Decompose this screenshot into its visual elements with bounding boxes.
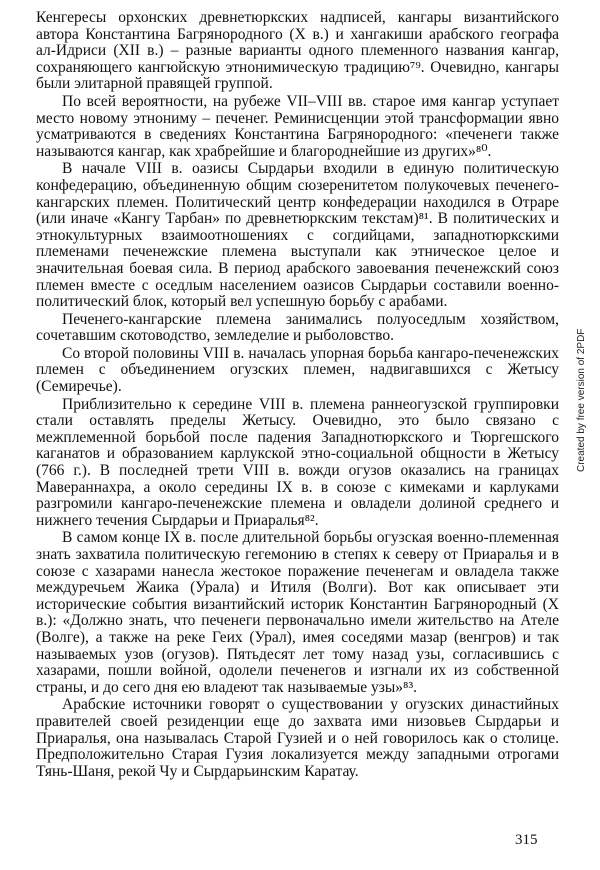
paragraph-2: По всей вероятности, на рубеже VII–VIII вв. старое имя кангар уступает место новому этнониму – печенег. Реминисценции этой трансформации явно усматриваются в сведениях Константина Багрянородного: «печенеги также называются кангар, как храбрейшие и благороднейшие из других»⁸⁰.: [36, 92, 559, 160]
paragraph-6: Приблизительно к середине VIII в. племена раннеогузской группировки стали оставлять пределы Жетысу. Очевидно, это было связано с межплеменной борьбой после падения Западнотюркского и Тюргешского каганатов и образованием карлукской этно-социальной общности в Жетысу (766 г.). В последней трети VIII в. вожди огузов оказались на границах Мавераннахра, а около середины IX в. в союзе с кимеками и карлуками разгромили кангаро-печенежские племена и овладели долиной среднего и нижнего течения Сырдарьи и Приаралья⁸².: [36, 395, 559, 529]
page-number: 315: [515, 832, 538, 848]
paragraph-4: Печенего-кангарские племена занимались полуоседлым хозяйством, сочетавшим скотоводство, земледелие и рыболовство.: [36, 310, 559, 345]
watermark-side-note: Created by free version of 2PDF: [576, 328, 587, 472]
page-body: [36, 10, 559, 780]
paragraph-1: Кенгересы орхонских древнетюркских надписей, кангары византийского автора Константина Багрянородного (X в.) и хангакиши арабского географа ал-Идриси (XII в.) – разные варианты одного племенного названия кангар, сохраняющего кангюйскую этнонимическую традицию⁷⁹. Очевидно, кангары были элитарной правящей группой.: [36, 9, 559, 93]
paragraph-5: Со второй половины VIII в. началась упорная борьба кангаро-печенежских племен с объединением огузских племен, надвигавшихся с Жетысу (Семиречье).: [36, 344, 559, 396]
paragraph-8: Арабские источники говорят о существовании у огузских династийных правителей своей резиденции еще до захвата ими низовьев Сырдарьи и Приаралья, она называлась Старой Гузией и о ней говорилось как о столице. Предположительно Старая Гузия локализуется между западными отрогами Тянь-Шаня, рекой Чу и Сырдарьинским Каратау.: [36, 696, 559, 780]
paragraph-3: В начале VIII в. оазисы Сырдарьи входили в единую политическую конфедерацию, объединенную общим сюзеренитетом полукочевых печенего-кангарских племен. Политический центр конфедерации находился в Отраре (или иначе «Кангу Тарбан» по древнетюркским текстам)⁸¹. В политических и этнокультурных взаимоотношениях с согдийцами, западнотюркскими племенами печенежские племена выступали как этническое целое и значительная боевая сила. В период арабского завоевания печенежский союз племен вместе с оседлым населением оазисов Сырдарьи составили военно-политический блок, который вел успешную борьбу с арабами.: [36, 160, 559, 311]
paragraph-7: В самом конце IX в. после длительной борьбы огузская военно-племенная знать захватила политическую гегемонию в степях к северу от Приаралья и в союзе с хазарами нанесла жестокое поражение печенегам и овладела также междуречьем Жаика (Урала) и Итиля (Волги). Вот как описывает эти исторические события византийский историк Константин Багрянородный (X в.): «Должно знать, что печенеги первоначально имели жительство на Ателе (Волге), а также на реке Геих (Урал), имея соседями мазар (венгров) и так называемых узов (огузов). Пятьдесят лет тому назад узы, согласившись с хазарами, пошли войной, одолели печенегов и изгнали их из собственной страны, и до сего дня ею владеют так называемые узы»⁸³.: [36, 529, 559, 696]
